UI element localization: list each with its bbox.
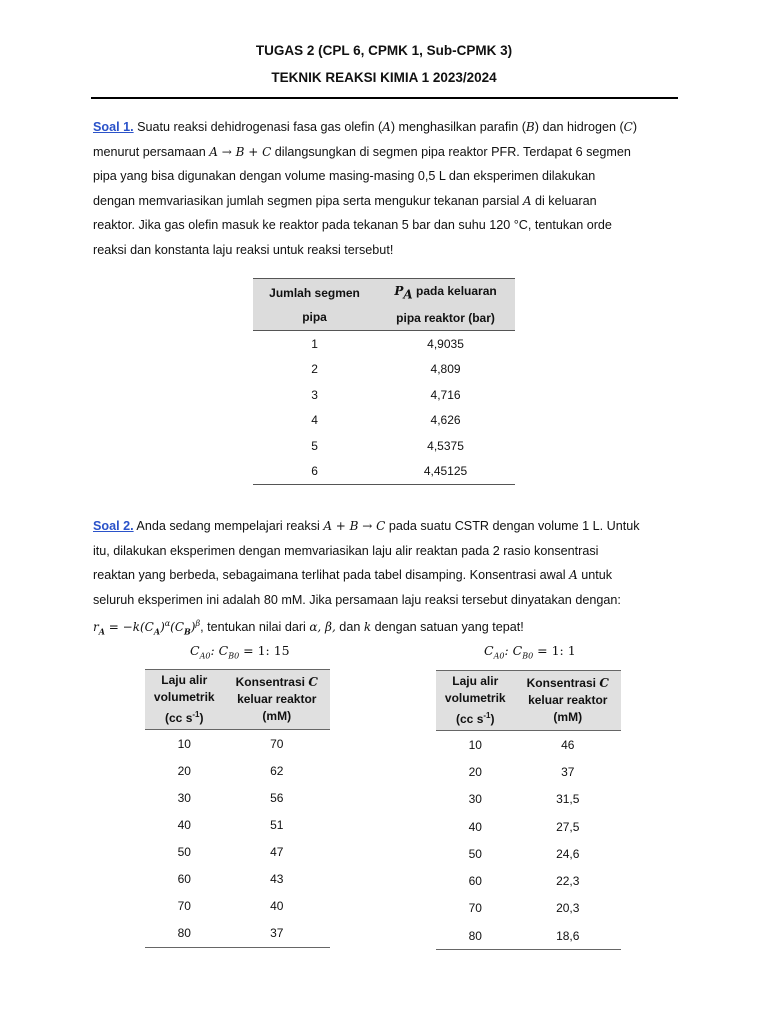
math-sub: B0 xyxy=(522,651,534,661)
math-sub: A xyxy=(153,626,161,637)
table-cell-flow: 30 xyxy=(177,790,191,805)
math-text: = −k(C xyxy=(104,620,154,635)
text: (cc s xyxy=(456,712,484,726)
text: ) menghasilkan parafin ( xyxy=(390,120,526,134)
table-cell-flow: 20 xyxy=(468,764,482,779)
math-text: : C xyxy=(504,643,523,658)
text: reaktan yang berbeda, sebagaimana terlihat pada tabel disamping. Konsentrasi awal xyxy=(93,568,570,583)
header-text: pipa reaktor (bar) xyxy=(396,311,495,326)
table-cell-conc: 24,6 xyxy=(556,846,580,861)
table-cell-flow: 80 xyxy=(177,926,191,941)
table-row xyxy=(145,784,330,811)
table-cell-flow: 20 xyxy=(177,763,191,778)
table-row xyxy=(145,838,330,865)
table-cell-pa: 4,716 xyxy=(430,387,461,402)
text: , tentukan nilai dari xyxy=(200,620,310,635)
table-cell-flow: 70 xyxy=(468,901,482,916)
math-var: A xyxy=(522,193,532,208)
text: pada suatu CSTR dengan volume 1 L. Untuk xyxy=(385,519,640,533)
math-text: : C xyxy=(210,643,229,658)
math-sub: A0 xyxy=(493,651,505,661)
soal2-link[interactable]: Soal 2. xyxy=(93,519,134,533)
text: dengan memvariasikan jumlah segmen pipa serta mengukur tekanan parsial xyxy=(93,193,523,208)
soal1-paragraph xyxy=(93,115,677,263)
ratio-label-1-15 xyxy=(190,643,290,661)
table-cell-conc: 47 xyxy=(270,844,284,859)
soal2-paragraph xyxy=(93,514,677,644)
table-row xyxy=(145,730,330,758)
header-text: (mM) xyxy=(553,710,583,724)
math-var: C xyxy=(623,120,633,134)
header-text xyxy=(224,674,330,691)
text: dilangsungkan di segmen pipa reaktor PFR. Terdapat 6 segmen xyxy=(271,144,631,159)
text: ) xyxy=(490,712,495,726)
table-cell-segmen: 6 xyxy=(311,464,318,479)
text: pada keluaran xyxy=(412,284,497,298)
table-cell-flow: 10 xyxy=(468,737,482,752)
header-concentration xyxy=(515,671,621,731)
header-segmen xyxy=(253,279,376,331)
reaction-equation: A → B + C xyxy=(209,144,272,159)
text: Anda sedang mempelajari reaksi xyxy=(133,519,324,533)
header-concentration xyxy=(224,670,330,730)
header-text: Laju alir xyxy=(452,674,499,688)
math-var: A xyxy=(569,568,578,583)
table-cell-conc: 40 xyxy=(270,899,284,914)
text: dengan satuan yang tepat! xyxy=(371,620,524,635)
table-header-row xyxy=(253,279,515,331)
table-cell-flow: 80 xyxy=(468,928,482,943)
math-var: C xyxy=(190,643,200,658)
table-row xyxy=(436,895,621,922)
table-row xyxy=(436,786,621,813)
document-title: TUGAS 2 (CPL 6, CPMK 1, Sub-CPMK 3) xyxy=(255,43,513,58)
text: untuk xyxy=(577,568,613,583)
soal2-table-ratio-1-1 xyxy=(436,670,621,950)
math-var: α, β, xyxy=(309,620,336,635)
table-cell-flow: 50 xyxy=(177,844,191,859)
math-var: A xyxy=(382,120,391,134)
table-cell-conc: 20,3 xyxy=(556,901,580,916)
table-cell-segmen: 2 xyxy=(311,362,318,377)
table-cell-segmen: 5 xyxy=(311,438,318,453)
math-sub: B xyxy=(184,626,191,637)
table-cell-conc: 27,5 xyxy=(556,819,580,834)
table-cell-conc: 22,3 xyxy=(556,874,580,889)
soal1-line-4 xyxy=(93,189,677,214)
table-header-row xyxy=(145,670,330,730)
table-row xyxy=(253,458,515,484)
text: (cc s xyxy=(165,711,193,725)
table-cell-flow: 50 xyxy=(468,846,482,861)
header-text xyxy=(376,279,515,306)
table-cell-conc: 43 xyxy=(270,872,284,887)
table-header-row xyxy=(436,671,621,731)
reaction-equation: A + B → C xyxy=(323,519,386,533)
math-text: (C xyxy=(170,620,185,635)
table-cell-conc: 18,6 xyxy=(556,928,580,943)
table-cell-conc: 37 xyxy=(561,764,575,779)
table-cell-pa: 4,45125 xyxy=(423,464,468,479)
table-row xyxy=(145,811,330,838)
header-text xyxy=(436,707,515,728)
table-cell-flow: 30 xyxy=(468,792,482,807)
math-text: ) xyxy=(160,620,165,635)
header-text: Laju alir xyxy=(161,673,208,687)
header-flow xyxy=(145,670,224,730)
table-row xyxy=(145,865,330,892)
table-row xyxy=(436,758,621,785)
math-text: = 1: 15 xyxy=(239,643,290,658)
table-cell-flow: 10 xyxy=(177,736,191,751)
table-cell-conc: 51 xyxy=(270,817,284,832)
table-row xyxy=(436,813,621,840)
math-sub: A0 xyxy=(199,651,211,661)
text: di keluaran xyxy=(531,193,597,208)
header-divider xyxy=(91,97,678,99)
math-var: C xyxy=(599,676,609,690)
text: Suatu reaksi dehidrogenasi fasa gas olefin ( xyxy=(133,120,383,134)
table-cell-segmen: 3 xyxy=(311,387,318,402)
math-var: P xyxy=(394,284,404,298)
rate-equation xyxy=(93,619,201,637)
table-cell-pa: 4,9035 xyxy=(427,337,464,352)
text: ) dan hidrogen ( xyxy=(534,120,624,134)
soal1-line-2 xyxy=(93,140,677,165)
sup: -1 xyxy=(192,710,200,719)
soal2-line-3 xyxy=(93,563,677,588)
table-row xyxy=(253,433,515,458)
table-cell-conc: 62 xyxy=(270,763,284,778)
header-text: (mM) xyxy=(262,709,292,723)
table-cell-pa: 4,626 xyxy=(430,413,461,428)
soal2-line-5 xyxy=(93,612,677,644)
table-row xyxy=(436,840,621,867)
soal1-line-6: reaksi dan konstanta laju reaksi untuk reaksi tersebut! xyxy=(93,242,394,257)
text: ) xyxy=(199,711,204,725)
table-cell-segmen: 4 xyxy=(311,413,318,428)
table-row xyxy=(436,731,621,759)
soal1-line-3: pipa yang bisa digunakan dengan volume masing-masing 0,5 L dan eksperimen dilakukan xyxy=(93,169,596,184)
table-row xyxy=(253,408,515,433)
soal2-line-2: itu, dilakukan eksperimen dengan memvariasikan laju alir reaktan pada 2 rasio konsentrasi xyxy=(93,543,599,558)
table-cell-flow: 60 xyxy=(177,872,191,887)
math-sup: α xyxy=(164,619,171,629)
math-var: k xyxy=(363,620,372,635)
math-var: C xyxy=(308,675,318,689)
table-row xyxy=(436,867,621,894)
math-sub: A xyxy=(403,287,413,302)
math-var: r xyxy=(93,620,99,635)
table-cell-conc: 37 xyxy=(270,926,284,941)
text: ) xyxy=(632,120,638,134)
text: menurut persamaan xyxy=(93,144,210,159)
header-flow xyxy=(436,671,515,731)
table-row xyxy=(253,331,515,357)
text: dan xyxy=(335,620,364,635)
table-cell-flow: 60 xyxy=(468,874,482,889)
table-cell-pa: 4,809 xyxy=(430,362,461,377)
header-text xyxy=(145,706,224,727)
table-row xyxy=(253,382,515,407)
table-cell-segmen: 1 xyxy=(311,337,318,352)
math-var: C xyxy=(484,643,494,658)
soal1-line-5: reaktor. Jika gas olefin masuk ke reaktor pada tekanan 5 bar dan suhu 120 °C, tentukan orde xyxy=(93,218,612,233)
header-text: volumetrik xyxy=(153,690,215,704)
soal1-table xyxy=(253,278,515,485)
header-text: keluar reaktor xyxy=(237,692,317,706)
table-cell-conc: 56 xyxy=(270,790,284,805)
table-cell-conc: 70 xyxy=(270,736,284,751)
table-cell-flow: 70 xyxy=(177,899,191,914)
table-cell-flow: 40 xyxy=(177,817,191,832)
math-sup: β xyxy=(195,619,201,629)
table-cell-pa: 4,5375 xyxy=(427,438,464,453)
soal2-line-4: seluruh eksperimen ini adalah 80 mM. Jika persamaan laju reaksi tersebut dinyatakan dengan: xyxy=(93,592,621,607)
document-subtitle: TEKNIK REAKSI KIMIA 1 2023/2024 xyxy=(271,70,497,85)
ratio-label-1-1 xyxy=(484,643,576,661)
sup: -1 xyxy=(483,711,491,720)
header-text: Jumlah segmen xyxy=(269,285,360,300)
math-var: B xyxy=(525,120,535,134)
header-pressure xyxy=(376,279,515,331)
math-sub: A xyxy=(98,626,105,637)
table-row xyxy=(145,893,330,920)
soal1-line-1 xyxy=(93,115,677,140)
text: Konsentrasi xyxy=(235,675,309,689)
math-sub: B0 xyxy=(228,651,240,661)
soal1-link[interactable]: Soal 1. xyxy=(93,120,134,134)
table-row xyxy=(436,922,621,950)
math-text: ) xyxy=(190,620,196,635)
table-cell-conc: 31,5 xyxy=(556,792,580,807)
table-cell-conc: 46 xyxy=(561,737,575,752)
soal2-table-ratio-1-15 xyxy=(145,669,330,948)
table-row xyxy=(145,757,330,784)
soal2-line-1 xyxy=(93,514,677,539)
table-row xyxy=(145,920,330,948)
table-cell-flow: 40 xyxy=(468,819,482,834)
math-text: = 1: 1 xyxy=(533,643,576,658)
table-row xyxy=(253,357,515,382)
text: Konsentrasi xyxy=(526,676,600,690)
header-text: keluar reaktor xyxy=(528,693,608,707)
header-text: pipa xyxy=(302,309,327,324)
header-text xyxy=(515,675,621,692)
header-text: volumetrik xyxy=(444,691,506,705)
